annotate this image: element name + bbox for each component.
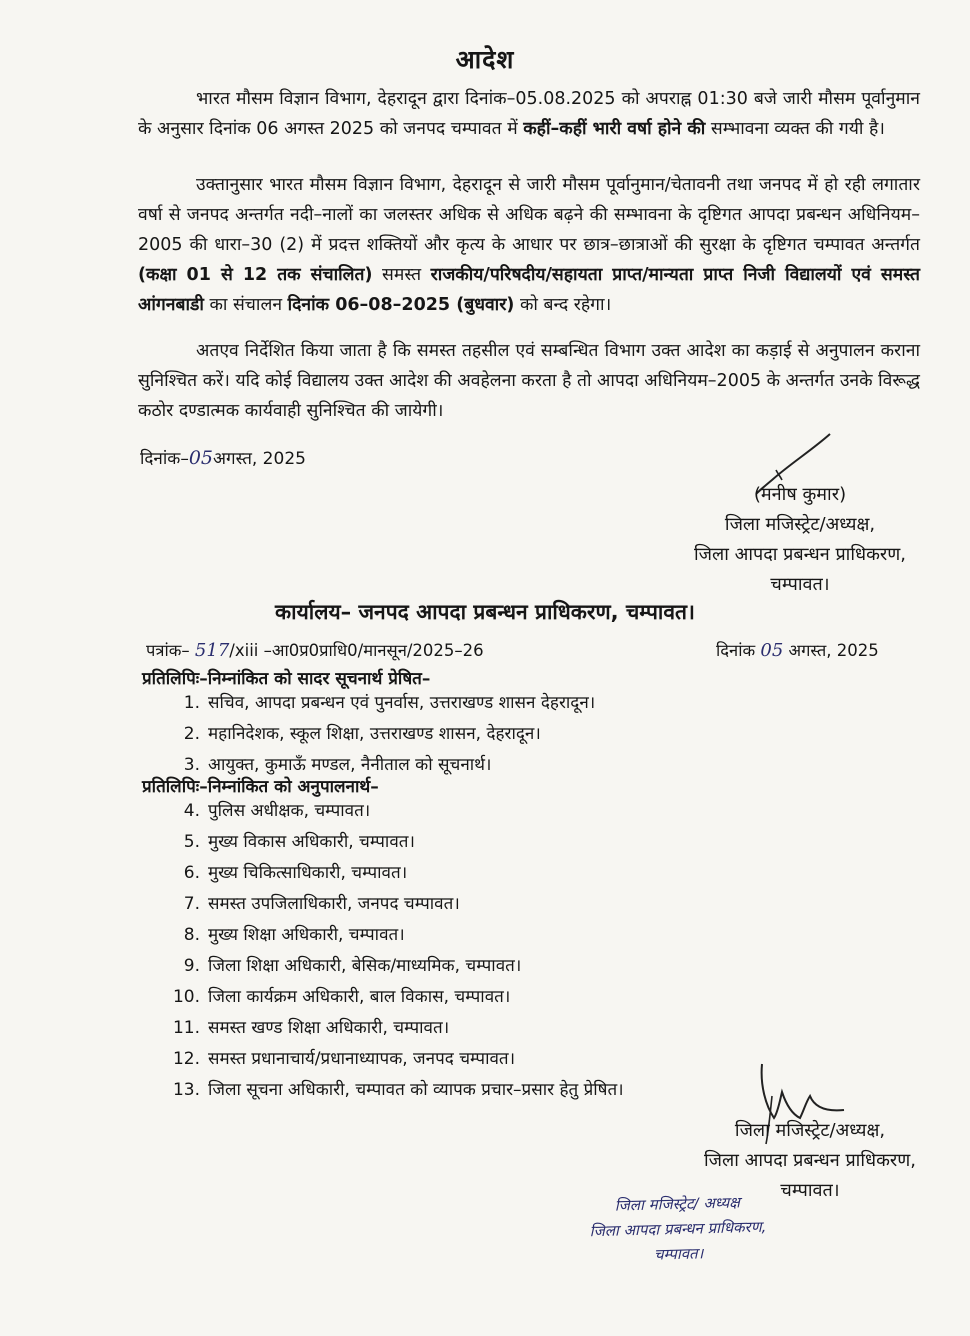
list-item	[170, 1013, 624, 1044]
list-item-text: जिला कार्यक्रम अधिकारी, बाल विकास, चम्पावत।	[208, 987, 511, 1007]
list-item	[170, 1075, 624, 1106]
list-item-number: 11.	[172, 1018, 200, 1038]
signatory-place: चम्पावत।	[770, 574, 830, 595]
list-item	[170, 827, 624, 858]
list-item-number: 13.	[172, 1080, 200, 1100]
order-title: आदेश	[455, 45, 515, 74]
list-item-number: 12.	[172, 1049, 200, 1069]
signatory-name: (मनीष कुमार)	[753, 484, 847, 505]
list-item	[170, 688, 595, 719]
list-item-text: आयुक्त, कुमाऊँ मण्डल, नैनीताल को सूचनार्थ।	[208, 755, 492, 775]
list-item-text: जिला सूचना अधिकारी, चम्पावत को व्यापक प्रचार–प्रसार हेतु प्रेषित।	[208, 1080, 624, 1100]
handwritten-letter-number: 517	[194, 640, 230, 661]
stamp-line-1: जिला मजिस्ट्रेट/ अध्यक्ष	[614, 1193, 741, 1215]
list-item-number: 9.	[183, 956, 200, 976]
list-item	[170, 796, 624, 827]
list-item-text: मुख्य विकास अधिकारी, चम्पावत।	[208, 832, 415, 852]
signatory2-place: चम्पावत।	[780, 1180, 840, 1201]
list-item	[170, 1044, 624, 1075]
list-item	[170, 951, 624, 982]
letter-number: पत्रांक– 517/xiii –आ0प्र0प्राधि0/मानसून/2025–26	[146, 640, 484, 661]
stamp-line-3: चम्पावत।	[653, 1244, 704, 1264]
handwritten-letter-day: 05	[760, 640, 784, 661]
list-item-text: समस्त प्रधानाचार्य/प्रधानाध्यापक, जनपद चम्पावत।	[208, 1049, 516, 1069]
office-stamp	[527, 1188, 829, 1271]
list-item-number: 3.	[183, 755, 200, 775]
cc-information-heading: प्रतिलिपिः–निम्नांकित को सादर सूचनार्थ प्रेषित–	[142, 669, 431, 689]
paragraph-forecast: भारत मौसम विज्ञान विभाग, देहरादून द्वारा दिनांक–05.08.2025 को अपराह्न 01:30 बजे जारी मौसम पूर्वानुमान के अनुसार दिनांक 06 अगस्त 2025 को जनपद चम्पावत में कहीं–कहीं भारी वर्षा होने की सम्भावना व्यक्त की गयी है।	[138, 89, 920, 139]
paragraph-closure-order: उक्तानुसार भारत मौसम विज्ञान विभाग, देहरादून से जारी मौसम पूर्वानुमान/चेतावनी तथा जनपद में हो रही लगातार वर्षा से जनपद अन्तर्गत नदी–नालों का जलस्तर अधिक से अधिक बढ़ने की सम्भावना के दृष्टिगत आपदा प्रबन्धन अधिनियम–2005 की धारा–30 (2) में प्रदत्त शक्तियों और कृत्य के आधार पर छात्र–छात्राओं की सुरक्षा के दृष्टिगत चम्पावत अन्तर्गत (कक्षा 01 से 12 तक संचालित) समस्त राजकीय/परिषदीय/सहायता प्राप्त/मान्यता प्राप्त निजी विद्यालयों एवं समस्त आंगनबाडी का संचालन दिनांक 06–08–2025 (बुधवार) को बन्द रहेगा।	[138, 175, 921, 315]
signatory-authority: जिला आपदा प्रबन्धन प्राधिकरण,	[693, 544, 906, 565]
list-item-number: 4.	[183, 801, 200, 821]
list-item-number: 8.	[183, 925, 200, 945]
signatory2-designation: जिला मजिस्ट्रेट/अध्यक्ष,	[734, 1120, 886, 1141]
list-item-text: समस्त उपजिलाधिकारी, जनपद चम्पावत।	[208, 894, 460, 914]
list-item-number: 1.	[183, 693, 200, 713]
list-item-text: मुख्य चिकित्साधिकारी, चम्पावत।	[208, 863, 408, 883]
signatory-designation: जिला मजिस्ट्रेट/अध्यक्ष,	[724, 514, 876, 535]
list-item-text: समस्त खण्ड शिक्षा अधिकारी, चम्पावत।	[208, 1018, 450, 1038]
list-item	[170, 858, 624, 889]
letter-date: दिनांक 05 अगस्त, 2025	[716, 640, 879, 661]
list-item-text: जिला शिक्षा अधिकारी, बेसिक/माध्यमिक, चम्पावत।	[208, 956, 522, 976]
list-item-text: महानिदेशक, स्कूल शिक्षा, उत्तराखण्ड शासन, देहरादून।	[208, 724, 541, 744]
cc-compliance-heading: प्रतिलिपिः–निम्नांकित को अनुपालनार्थ–	[142, 777, 379, 797]
list-item-number: 10.	[172, 987, 200, 1007]
order-date: दिनांक–05अगस्त, 2025	[140, 447, 306, 469]
list-item-text: पुलिस अधीक्षक, चम्पावत।	[208, 801, 371, 821]
list-item-number: 7.	[183, 894, 200, 914]
signatory2-authority: जिला आपदा प्रबन्धन प्राधिकरण,	[703, 1150, 916, 1171]
signatory-block	[650, 480, 950, 600]
list-item-number: 6.	[183, 863, 200, 883]
cc-information-list	[170, 688, 595, 781]
stamp-line-2: जिला आपदा प्रबन्धन प्राधिकरण,	[589, 1217, 767, 1241]
list-item	[170, 982, 624, 1013]
office-heading: कार्यालय– जनपद आपदा प्रबन्धन प्राधिकरण, चम्पावत।	[275, 600, 695, 624]
list-item-text: मुख्य शिक्षा अधिकारी, चम्पावत।	[208, 925, 405, 945]
handwritten-day: 05	[188, 447, 214, 469]
list-item	[170, 889, 624, 920]
list-item-number: 5.	[183, 832, 200, 852]
paragraph-compliance: अतएव निर्देशित किया जाता है कि समस्त तहसील एवं सम्बन्धित विभाग उक्त आदेश का कड़ाई से अनुपालन कराना सुनिश्चित करें। यदि कोई विद्यालय उक्त आदेश की अवहेलना करता है तो आपदा अधिनियम–2005 के अन्तर्गत उनके विरूद्ध कठोर दण्डात्मक कार्यवाही सुनिश्चित की जायेगी।	[138, 341, 920, 421]
list-item	[170, 719, 595, 750]
list-item-number: 2.	[183, 724, 200, 744]
list-item-text: सचिव, आपदा प्रबन्धन एवं पुनर्वास, उत्तराखण्ड शासन देहरादून।	[208, 693, 596, 713]
list-item	[170, 920, 624, 951]
cc-compliance-list	[170, 796, 624, 1106]
